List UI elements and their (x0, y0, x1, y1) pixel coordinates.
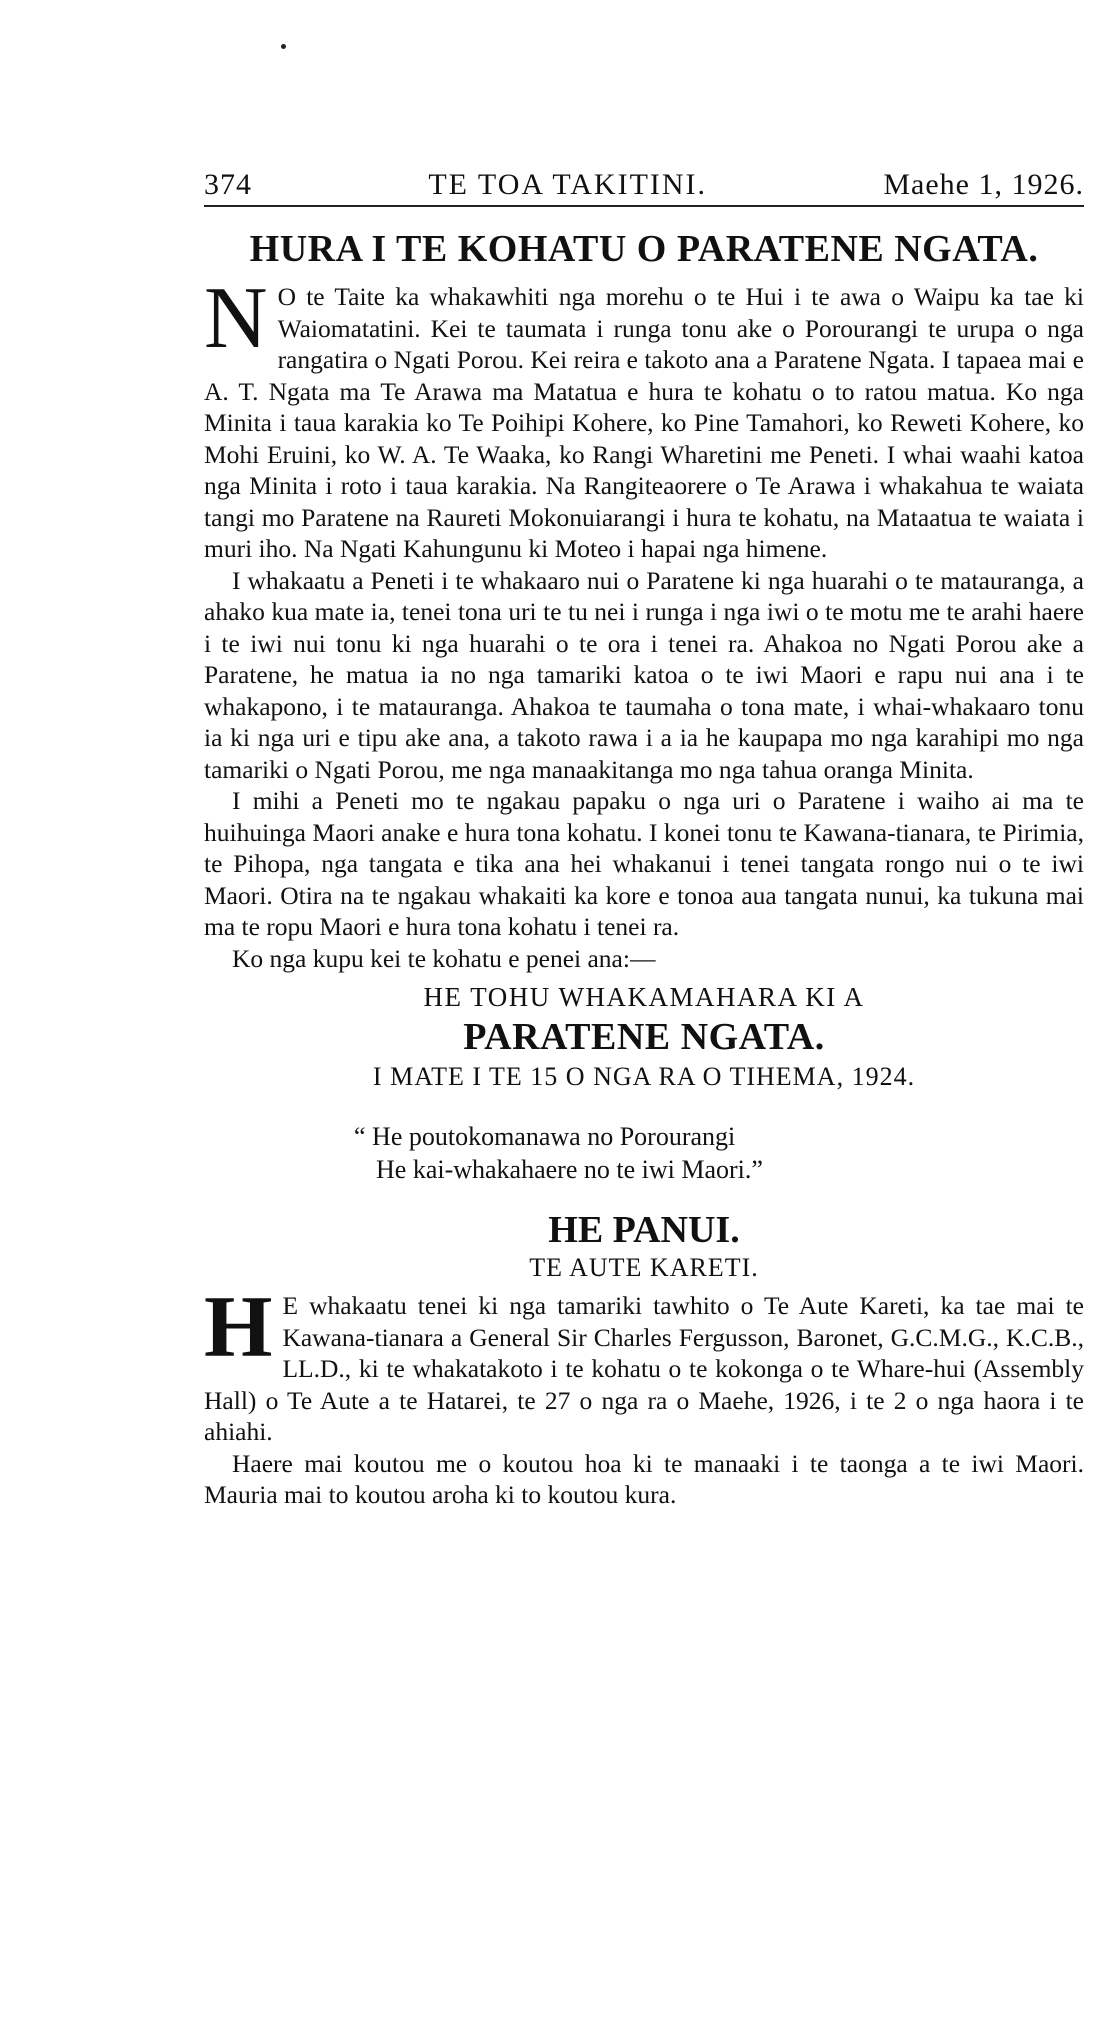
quote-line-2: He kai-whakahaere no te iwi Maori.” (376, 1155, 763, 1184)
notice-paragraph-2: Haere mai koutou me o koutou hoa ki te manaaki i te taonga a te iwi Maori. Mauria mai to koutou aroha ki to koutou kura. (204, 1448, 1084, 1509)
paragraph-text: E whakaatu tenei ki nga tamariki tawhito o Te Aute Kareti, ka tae mai te Kawana-tianara a General Sir Charles Fergusson, Baronet, G.C.M.G., K.C.B., LL.D., ki te whakatakoto i te kohatu o te kokonga o te Whare-hui (Assembly Hall) o Te Aute a te Hatarei, te 27 o nga ra o Maehe, 1926, i te 2 o nga haora i te ahiahi. (204, 1291, 1084, 1446)
notice-paragraph-1 (204, 1279, 1084, 1448)
article-paragraph-3: I mihi a Peneti mo te ngakau papaku o nga uri o Paratene i waiho ai ma te huihuinga Maori anake e hura tona kohatu. I konei tonu te Kawana-tianara, te Pirimia, te Pihopa, nga tangata e tika ana hei whakanui i tenei tangata rongo nui o te iwi Maori. Otira na te ngakau whakaiti ka kore e tonoa aua tangata nunui, ka tukuna mai ma te ropu Maori e hura tona kohatu i tenei ra. (204, 786, 1084, 941)
inscription-line-1: HE TOHU WHAKAMAHARA KI A (423, 982, 865, 1012)
running-header (204, 168, 1084, 207)
document-page (204, 168, 1084, 1511)
paragraph-text: O te Taite ka whakawhiti nga morehu o te Hui i te awa o Waipu ka tae ki Waiomatatini. Kei te taumata i runga tonu ake o Porourangi te urupa o nga rangatira o Ngati Porou. Kei reira e takoto ana a Paratene Ngata. I tapaea mai e A. T. Ngata ma Te Arawa ma Matatua e hura te kohatu o to ratou matua. Ko nga Minita i taua karakia ko Te Poihipi Kohere, ko Pine Tamahori, ko Reweti Kohere, ko Mohi Eruini, ko W. A. Te Waaka, ko Rangi Wharetini me Peneti. I whai waahi katoa nga Minita i roto i taua karakia. Na Rangiteaorere o Te Arawa i whakahua te waiata tangi mo Paratene na Raureti Mokonuiarangi i hura te kohatu, na Mataatua te waiata i muri iho. Na Ngati Kahungunu ki Moteo i hapai nga himene. (204, 282, 1084, 563)
issue-date: Maehe 1, 1926. (883, 168, 1084, 201)
drop-cap-n: N (204, 270, 268, 367)
inscription-line-2: PARATENE NGATA. (463, 1016, 825, 1058)
page-number: 374 (204, 168, 252, 201)
article-paragraph-2: I whakaatu a Peneti i te whakaaro nui o Paratene ki nga huarahi o te matauranga, a ahako kua mate ia, tenei tona uri te tu nei i runga i nga iwi o te motu me te arahi haere i te iwi nui tonu ki nga huarahi o te ora i tenei ra. Ahakoa no Ngati Porou ake a Paratene, he matua ia no nga tamariki katoa o te iwi Maori e rapu nui ana i te whakapono, i te matauranga. Ahakoa te taumaha o tona mate, i whai-whakaaro tonu ia ki nga uri e tipu ake ana, a takoto rawa i a ia he kaupapa mo nga karahipi mo nga tamariki o Ngati Porou, me nga manaakitanga mo nga tahua oranga Minita. (204, 565, 1084, 784)
notice-title: HE PANUI. (548, 1209, 740, 1251)
quote-line-1: “ He poutokomanawa no Porourangi (354, 1122, 736, 1151)
article-paragraph-4: Ko nga kupu kei te kohatu e penei ana:— (232, 943, 656, 973)
journal-title: TE TOA TAKITINI. (428, 168, 708, 201)
article-title: HURA I TE KOHATU O PARATENE NGATA. (249, 228, 1039, 270)
drop-cap-h: H (204, 1279, 273, 1376)
notice-subtitle: TE AUTE KARETI. (529, 1253, 759, 1282)
article-paragraph-1 (204, 270, 1084, 565)
inscription-line-3: I MATE I TE 15 O NGA RA O TIHEMA, 1924. (372, 1062, 916, 1091)
inscription-quote (354, 1120, 1084, 1186)
ink-speck (281, 44, 286, 49)
